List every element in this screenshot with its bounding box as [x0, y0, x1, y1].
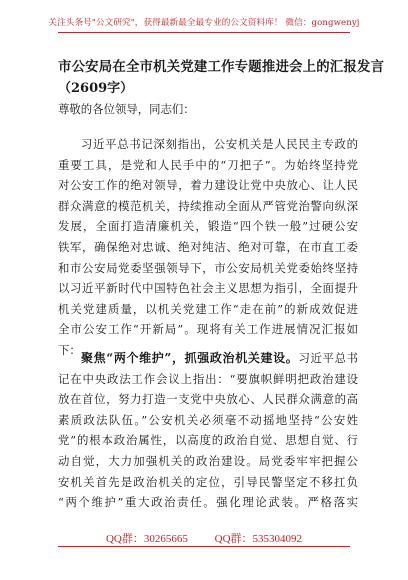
paragraph-first-line: [58, 348, 358, 369]
paragraph-line: 放在首位，努力打造一支党中央放心、人民群众满意的高: [58, 392, 358, 407]
paragraph-line: 全市公安工作“开新局”。现将有关工作进展情况汇报如: [58, 322, 358, 337]
footer-qq-group-1: QQ群：30265665: [105, 533, 188, 545]
paragraph-text: 习近平总书: [298, 351, 358, 365]
header-banner: 关注头条号"公文研究"，获得最新最全最专业的公文资料库！ 微信：gongwenyj: [48, 18, 360, 28]
header-divider: [58, 32, 350, 33]
section-heading: 聚焦“两个维护”，抓强政治机关建设。: [81, 351, 299, 365]
paragraph-line: 以习近平新时代中国特色社会主义思想为指引，全面提升: [58, 281, 358, 296]
footer-bar: [0, 530, 408, 546]
paragraph-line: 习近平总书记深刻指出，公安机关是人民民主专政的: [81, 137, 358, 151]
paragraph-line: 机关党建质量，以机关党建工作“走在前”的新成效促进: [58, 301, 358, 316]
paragraph-line: 下：: [58, 342, 81, 357]
greeting: 尊敬的各位领导，同志们：: [58, 102, 195, 116]
paragraph-2: [58, 348, 358, 513]
word-count: （2609字）: [58, 81, 134, 96]
paragraph-1: [58, 134, 358, 361]
document-title: 市公安局在全市机关党建工作专题推进会上的汇报发言: [58, 59, 385, 75]
paragraph-line: 和市公安局党委坚强领导下，市公安局机关党委始终坚持: [58, 260, 358, 275]
paragraph-line: 记在中央政法工作会议上指出：“要旗帜鲜明把政治建设: [58, 371, 358, 386]
footer-qq-group-2: QQ群：535304092: [214, 533, 303, 545]
paragraph-line: 铁军，确保绝对忠诚、绝对纯洁、绝对可靠，在市直工委: [58, 239, 358, 254]
paragraph-line: 发展，全面打造清廉机关，锻造“四个铁一般”过硬公安: [58, 219, 358, 234]
paragraph-line: 安机关首先是政治机关的定位，引导民警坚定不移扛负: [58, 474, 358, 489]
paragraph-line: 动自觉，大力加强机关的政治建设。局党委牢牢把握公: [58, 453, 358, 468]
paragraph-line: 群众满意的模范机关，持续推动全面从严管党治警向纵深: [58, 198, 358, 213]
paragraph-line: 党”的根本政治属性，以高度的政治自觉、思想自觉、行: [58, 433, 358, 448]
paragraph-line: 重要工具，是党和人民手中的“刀把子”。为始终坚持党: [58, 157, 358, 172]
footer-divider: [58, 546, 350, 547]
paragraph-line: “两个维护”重大政治责任。强化理论武装。严格落实: [58, 495, 358, 510]
paragraph-line: 素质政法队伍。”公安机关必须毫不动摇地坚持“公安姓: [58, 412, 358, 427]
paragraph-line: 对公安工作的绝对领导，着力建设让党中央放心、让人民: [58, 178, 358, 193]
